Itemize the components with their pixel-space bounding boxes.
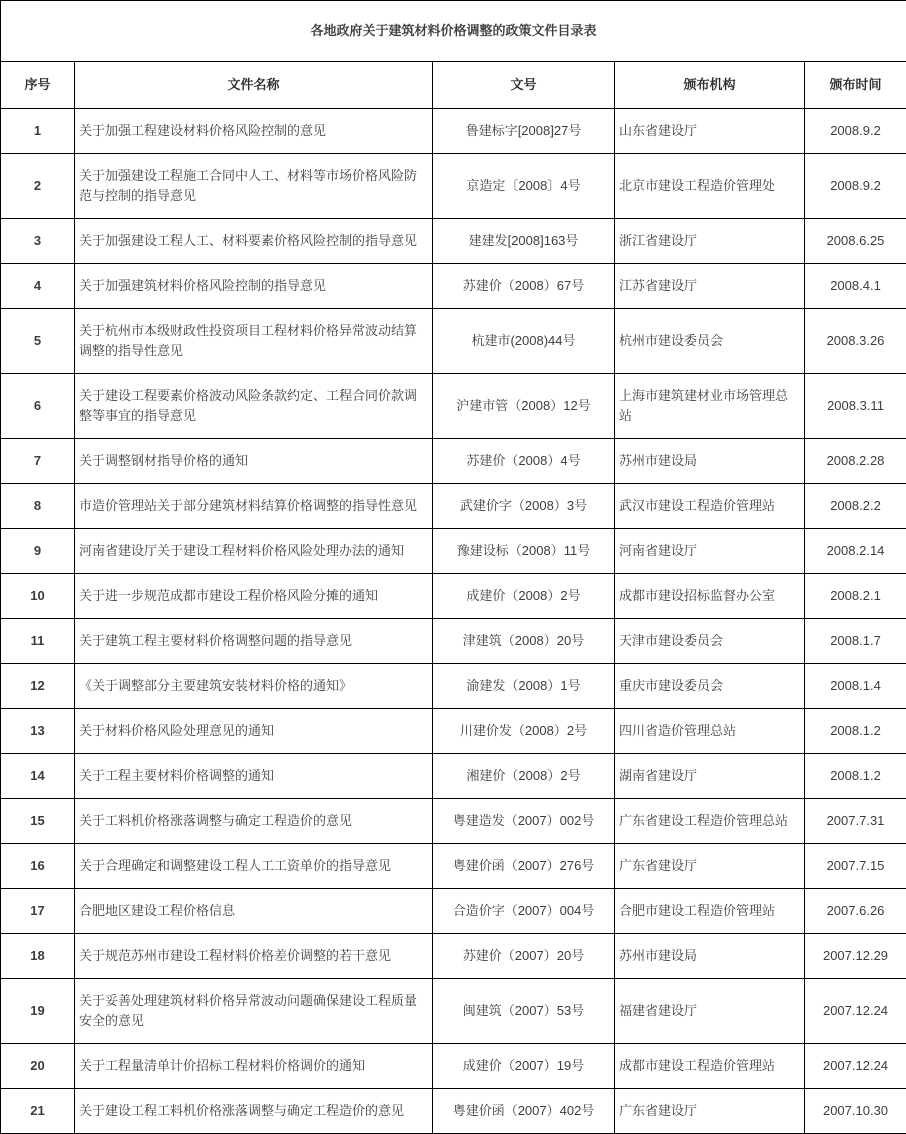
cell-name: 河南省建设厅关于建设工程材料价格风险处理办法的通知 bbox=[75, 529, 433, 574]
cell-date: 2008.1.7 bbox=[805, 619, 906, 664]
cell-no: 20 bbox=[1, 1044, 75, 1089]
cell-docno: 苏建价（2008）4号 bbox=[433, 439, 615, 484]
cell-agency: 杭州市建设委员会 bbox=[615, 309, 805, 374]
cell-docno: 湘建价（2008）2号 bbox=[433, 754, 615, 799]
cell-docno: 建建发[2008]163号 bbox=[433, 219, 615, 264]
cell-docno: 粤建价函（2007）402号 bbox=[433, 1089, 615, 1134]
cell-agency: 合肥市建设工程造价管理站 bbox=[615, 889, 805, 934]
cell-no: 2 bbox=[1, 154, 75, 219]
table-row bbox=[1, 664, 906, 709]
cell-name: 关于加强建筑材料价格风险控制的指导意见 bbox=[75, 264, 433, 309]
cell-docno: 武建价字（2008）3号 bbox=[433, 484, 615, 529]
cell-name: 合肥地区建设工程价格信息 bbox=[75, 889, 433, 934]
cell-agency: 成都市建设工程造价管理站 bbox=[615, 1044, 805, 1089]
cell-date: 2007.12.24 bbox=[805, 979, 906, 1044]
cell-no: 12 bbox=[1, 664, 75, 709]
cell-name: 关于调整钢材指导价格的通知 bbox=[75, 439, 433, 484]
cell-no: 8 bbox=[1, 484, 75, 529]
header-date: 颁布时间 bbox=[805, 62, 906, 109]
cell-name: 关于加强建设工程施工合同中人工、材料等市场价格风险防范与控制的指导意见 bbox=[75, 154, 433, 219]
cell-no: 18 bbox=[1, 934, 75, 979]
cell-docno: 粤建价函（2007）276号 bbox=[433, 844, 615, 889]
cell-docno: 京造定〔2008〕4号 bbox=[433, 154, 615, 219]
cell-docno: 鲁建标字[2008]27号 bbox=[433, 109, 615, 154]
cell-docno: 成建价（2007）19号 bbox=[433, 1044, 615, 1089]
cell-agency: 山东省建设厅 bbox=[615, 109, 805, 154]
table-row bbox=[1, 709, 906, 754]
cell-name: 关于杭州市本级财政性投资项目工程材料价格异常波动结算调整的指导性意见 bbox=[75, 309, 433, 374]
cell-agency: 广东省建设厅 bbox=[615, 1089, 805, 1134]
cell-date: 2007.7.31 bbox=[805, 799, 906, 844]
cell-name: 关于规范苏州市建设工程材料价格差价调整的若干意见 bbox=[75, 934, 433, 979]
table-row bbox=[1, 374, 906, 439]
cell-name: 关于材料价格风险处理意见的通知 bbox=[75, 709, 433, 754]
header-docno: 文号 bbox=[433, 62, 615, 109]
cell-docno: 苏建价（2007）20号 bbox=[433, 934, 615, 979]
cell-date: 2008.1.4 bbox=[805, 664, 906, 709]
cell-date: 2007.7.15 bbox=[805, 844, 906, 889]
cell-name: 关于工程量清单计价招标工程材料价格调价的通知 bbox=[75, 1044, 433, 1089]
cell-date: 2008.4.1 bbox=[805, 264, 906, 309]
table-row bbox=[1, 1089, 906, 1134]
cell-name: 关于建设工程要素价格波动风险条款约定、工程合同价款调整等事宜的指导意见 bbox=[75, 374, 433, 439]
cell-no: 13 bbox=[1, 709, 75, 754]
cell-docno: 成建价（2008）2号 bbox=[433, 574, 615, 619]
table-row bbox=[1, 754, 906, 799]
cell-no: 21 bbox=[1, 1089, 75, 1134]
header-row bbox=[1, 62, 906, 109]
table-row bbox=[1, 889, 906, 934]
cell-docno: 沪建市管（2008）12号 bbox=[433, 374, 615, 439]
table-row bbox=[1, 264, 906, 309]
cell-docno: 闽建筑（2007）53号 bbox=[433, 979, 615, 1044]
table-row bbox=[1, 439, 906, 484]
cell-agency: 河南省建设厅 bbox=[615, 529, 805, 574]
cell-name: 市造价管理站关于部分建筑材料结算价格调整的指导性意见 bbox=[75, 484, 433, 529]
cell-docno: 合造价字（2007）004号 bbox=[433, 889, 615, 934]
cell-agency: 江苏省建设厅 bbox=[615, 264, 805, 309]
title-row bbox=[1, 1, 906, 62]
cell-date: 2008.3.26 bbox=[805, 309, 906, 374]
cell-no: 4 bbox=[1, 264, 75, 309]
cell-date: 2008.6.25 bbox=[805, 219, 906, 264]
cell-agency: 重庆市建设委员会 bbox=[615, 664, 805, 709]
cell-date: 2008.3.11 bbox=[805, 374, 906, 439]
cell-name: 《关于调整部分主要建筑安装材料价格的通知》 bbox=[75, 664, 433, 709]
table-row bbox=[1, 1044, 906, 1089]
cell-date: 2008.2.28 bbox=[805, 439, 906, 484]
cell-agency: 武汉市建设工程造价管理站 bbox=[615, 484, 805, 529]
cell-no: 7 bbox=[1, 439, 75, 484]
cell-agency: 上海市建筑建材业市场管理总站 bbox=[615, 374, 805, 439]
cell-agency: 天津市建设委员会 bbox=[615, 619, 805, 664]
table-row bbox=[1, 979, 906, 1044]
cell-docno: 杭建市(2008)44号 bbox=[433, 309, 615, 374]
cell-name: 关于加强工程建设材料价格风险控制的意见 bbox=[75, 109, 433, 154]
cell-name: 关于建筑工程主要材料价格调整问题的指导意见 bbox=[75, 619, 433, 664]
cell-no: 3 bbox=[1, 219, 75, 264]
cell-name: 关于合理确定和调整建设工程人工工资单价的指导意见 bbox=[75, 844, 433, 889]
cell-no: 15 bbox=[1, 799, 75, 844]
cell-date: 2008.1.2 bbox=[805, 709, 906, 754]
table-row bbox=[1, 529, 906, 574]
table-row bbox=[1, 109, 906, 154]
cell-date: 2008.1.2 bbox=[805, 754, 906, 799]
cell-agency: 广东省建设工程造价管理总站 bbox=[615, 799, 805, 844]
table-row bbox=[1, 574, 906, 619]
cell-agency: 苏州市建设局 bbox=[615, 439, 805, 484]
table-body bbox=[1, 109, 906, 1134]
cell-date: 2007.12.24 bbox=[805, 1044, 906, 1089]
cell-date: 2008.9.2 bbox=[805, 109, 906, 154]
cell-no: 19 bbox=[1, 979, 75, 1044]
cell-docno: 苏建价（2008）67号 bbox=[433, 264, 615, 309]
cell-date: 2007.12.29 bbox=[805, 934, 906, 979]
cell-no: 14 bbox=[1, 754, 75, 799]
cell-no: 6 bbox=[1, 374, 75, 439]
cell-agency: 北京市建设工程造价管理处 bbox=[615, 154, 805, 219]
header-no: 序号 bbox=[1, 62, 75, 109]
cell-agency: 苏州市建设局 bbox=[615, 934, 805, 979]
cell-no: 16 bbox=[1, 844, 75, 889]
table-row bbox=[1, 934, 906, 979]
cell-agency: 浙江省建设厅 bbox=[615, 219, 805, 264]
cell-no: 9 bbox=[1, 529, 75, 574]
cell-no: 5 bbox=[1, 309, 75, 374]
cell-name: 关于加强建设工程人工、材料要素价格风险控制的指导意见 bbox=[75, 219, 433, 264]
cell-date: 2008.9.2 bbox=[805, 154, 906, 219]
cell-agency: 广东省建设厅 bbox=[615, 844, 805, 889]
cell-no: 1 bbox=[1, 109, 75, 154]
cell-name: 关于进一步规范成都市建设工程价格风险分摊的通知 bbox=[75, 574, 433, 619]
cell-docno: 粤建造发（2007）002号 bbox=[433, 799, 615, 844]
table-row bbox=[1, 844, 906, 889]
table-title: 各地政府关于建筑材料价格调整的政策文件目录表 bbox=[1, 1, 906, 62]
cell-docno: 津建筑（2008）20号 bbox=[433, 619, 615, 664]
cell-no: 11 bbox=[1, 619, 75, 664]
table-row bbox=[1, 219, 906, 264]
table-row bbox=[1, 799, 906, 844]
cell-agency: 湖南省建设厅 bbox=[615, 754, 805, 799]
cell-date: 2008.2.1 bbox=[805, 574, 906, 619]
cell-docno: 川建价发（2008）2号 bbox=[433, 709, 615, 754]
cell-name: 关于妥善处理建筑材料价格异常波动问题确保建设工程质量安全的意见 bbox=[75, 979, 433, 1044]
cell-date: 2007.10.30 bbox=[805, 1089, 906, 1134]
header-name: 文件名称 bbox=[75, 62, 433, 109]
cell-date: 2008.2.14 bbox=[805, 529, 906, 574]
table-row bbox=[1, 619, 906, 664]
cell-docno: 渝建发（2008）1号 bbox=[433, 664, 615, 709]
table-row bbox=[1, 484, 906, 529]
cell-agency: 四川省造价管理总站 bbox=[615, 709, 805, 754]
cell-no: 10 bbox=[1, 574, 75, 619]
header-agency: 颁布机构 bbox=[615, 62, 805, 109]
cell-no: 17 bbox=[1, 889, 75, 934]
table-row bbox=[1, 309, 906, 374]
table-row bbox=[1, 154, 906, 219]
cell-date: 2007.6.26 bbox=[805, 889, 906, 934]
cell-name: 关于工料机价格涨落调整与确定工程造价的意见 bbox=[75, 799, 433, 844]
cell-name: 关于工程主要材料价格调整的通知 bbox=[75, 754, 433, 799]
cell-date: 2008.2.2 bbox=[805, 484, 906, 529]
cell-agency: 福建省建设厅 bbox=[615, 979, 805, 1044]
cell-agency: 成都市建设招标监督办公室 bbox=[615, 574, 805, 619]
cell-name: 关于建设工程工料机价格涨落调整与确定工程造价的意见 bbox=[75, 1089, 433, 1134]
cell-docno: 豫建设标（2008）11号 bbox=[433, 529, 615, 574]
